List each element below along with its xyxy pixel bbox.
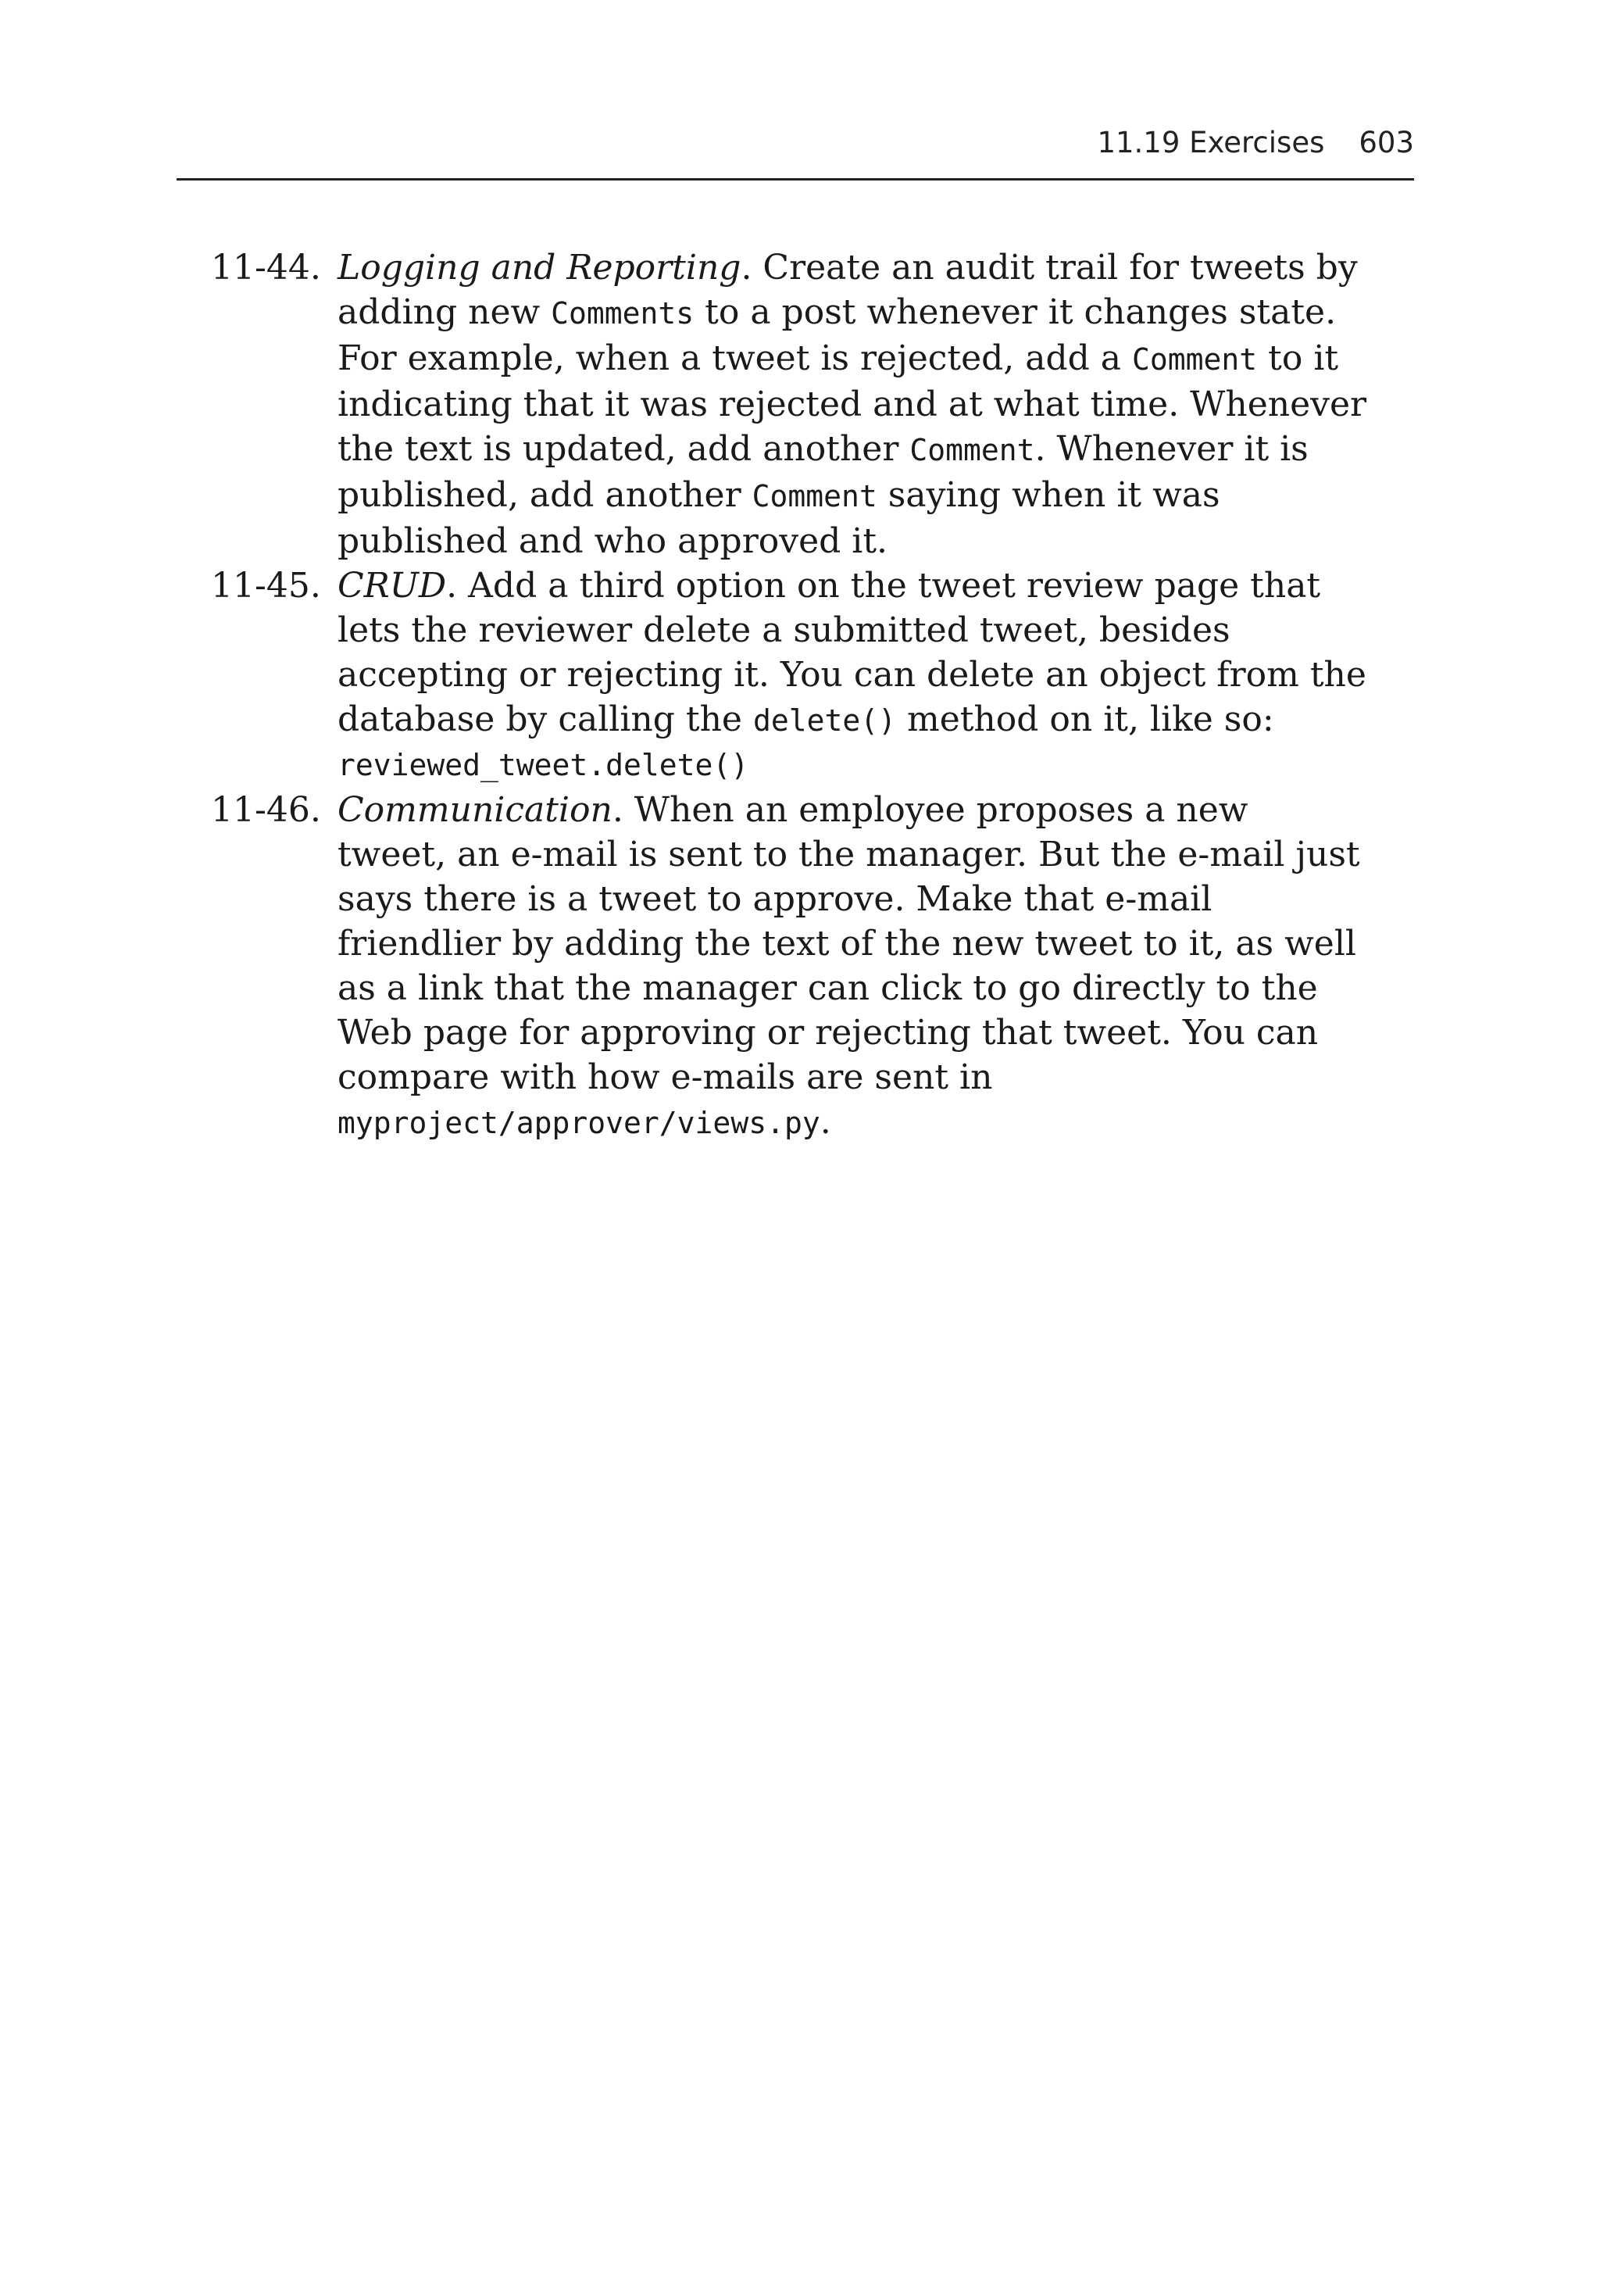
text-segment: . When an employee proposes a new tweet, an e-mail is sent to the manager. But the e-mail just says there is a tweet to approve. Make that e-mail friendlier by adding the text of the new tweet to it, as well as a link that the manager can click to go directly to the Web page for approving or rejecting that tweet. You can compare with how e-mails are sent in: [338, 790, 1360, 1097]
page-number: 603: [1359, 126, 1414, 159]
exercise-11-46: [211, 788, 1367, 1146]
exercise-11-45: [211, 563, 1367, 788]
code-inline: Comment: [752, 479, 877, 513]
exercise-title: CRUD: [338, 566, 447, 606]
exercise-text: [338, 788, 1367, 1146]
exercise-list: [211, 245, 1367, 1146]
exercise-title: Communication: [338, 790, 612, 830]
text-segment: to it indicating that it was rejected and at what time. Whenever the text is updated, add another: [338, 338, 1367, 469]
code-inline: myproject/approver/views.py: [338, 1106, 820, 1140]
code-inline: delete(): [752, 703, 896, 738]
text-segment: saying when it was published and who approved it.: [338, 475, 1220, 561]
code-inline: Comments: [551, 296, 695, 331]
header-rule: [177, 178, 1414, 181]
code-block: reviewed_tweet.delete(): [338, 748, 749, 782]
section-title: 11.19 Exercises: [1097, 126, 1325, 159]
exercise-11-44: [211, 245, 1367, 563]
code-inline: Comment: [909, 433, 1035, 467]
exercise-text: [338, 245, 1367, 563]
exercise-number: 11-45.: [211, 566, 321, 606]
text-segment: method on it, like so:: [895, 699, 1274, 739]
text-segment: to a post whenever it changes state. For example, when a tweet is rejected, add a: [338, 292, 1337, 378]
exercise-number: 11-44.: [211, 248, 321, 288]
text-segment: . Add a third option on the tweet review page that lets the reviewer delete a submitted tweet, besides accepting or rejecting it. You can delete an object from the database by calling the: [338, 566, 1366, 739]
exercise-title: Logging and Reporting: [338, 248, 741, 288]
exercise-text: [338, 563, 1367, 743]
text-segment: . Whenever it is published, add another: [338, 429, 1309, 515]
text-segment: . Create an audit trail for tweets by adding new: [338, 248, 1358, 332]
running-head: [177, 117, 1414, 180]
code-inline: Comment: [1132, 342, 1258, 377]
text-segment: .: [820, 1102, 831, 1142]
exercise-number: 11-46.: [211, 790, 321, 830]
